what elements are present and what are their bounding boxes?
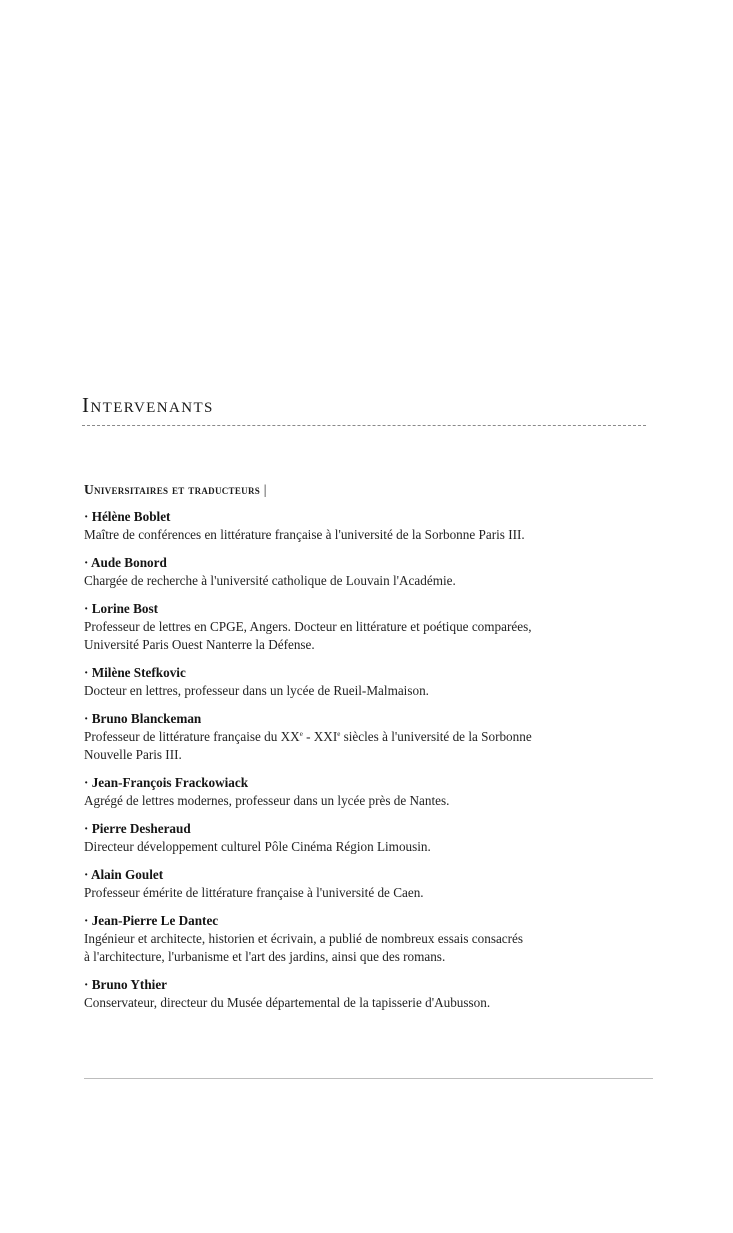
speaker-name: · Hélène Boblet <box>84 509 171 524</box>
speaker-name: · Milène Stefkovic <box>84 665 186 680</box>
speaker-description-part: - XXI <box>302 729 338 744</box>
page-title: Intervenants <box>82 393 214 417</box>
speaker-name: · Bruno Blanckeman <box>84 711 202 726</box>
speaker-description: Professeur de lettres en CPGE, Angers. Docteur en littérature et poétique comparées, Université Paris Ouest Nanterre la Défense. <box>84 619 532 652</box>
speaker-description: Agrégé de lettres modernes, professeur dans un lycée près de Nantes. <box>84 793 450 808</box>
speaker-item <box>84 912 644 966</box>
bottom-divider <box>84 1078 653 1079</box>
title-divider <box>82 425 646 426</box>
speaker-name: · Lorine Bost <box>84 601 158 616</box>
speaker-item <box>84 554 644 590</box>
speakers-section <box>84 481 644 1022</box>
speaker-name: · Bruno Ythier <box>84 977 168 992</box>
superscript-e: e <box>299 730 303 738</box>
speaker-item <box>84 600 644 654</box>
speaker-item <box>84 976 644 1012</box>
speaker-description-part: siècles à l'université de la Sorbonne Nouvelle Paris III. <box>84 729 532 762</box>
speaker-name: · Jean-François Frackowiack <box>84 775 249 790</box>
speaker-name: · Alain Goulet <box>84 867 164 882</box>
speaker-name: · Jean-Pierre Le Dantec <box>84 913 219 928</box>
speaker-description: Docteur en lettres, professeur dans un lycée de Rueil-Malmaison. <box>84 683 429 698</box>
speaker-description: Chargée de recherche à l'université catholique de Louvain l'Académie. <box>84 573 456 588</box>
speaker-name: · Pierre Desheraud <box>84 821 191 836</box>
speaker-description <box>84 728 644 764</box>
speaker-item <box>84 710 644 764</box>
speaker-description: Maître de conférences en littérature française à l'université de la Sorbonne Paris III. <box>84 527 525 542</box>
speaker-description: Ingénieur et architecte, historien et écrivain, a publié de nombreux essais consacrés à l'architecture, l'urbanisme et l'art des jardins, ainsi que des romans. <box>84 931 524 964</box>
section-heading-label: Universitaires et traducteurs <box>84 482 261 497</box>
speaker-description: Directeur développement culturel Pôle Cinéma Région Limousin. <box>84 839 431 854</box>
section-heading-separator: | <box>263 482 267 497</box>
speaker-description: Professeur émérite de littérature française à l'université de Caen. <box>84 885 424 900</box>
speaker-description-part: Professeur de littérature française du XX <box>84 729 300 744</box>
speaker-name: · Aude Bonord <box>84 555 167 570</box>
section-heading <box>84 481 644 499</box>
speaker-item <box>84 508 644 544</box>
speaker-description: Conservateur, directeur du Musée départemental de la tapisserie d'Aubusson. <box>84 995 491 1010</box>
speaker-item <box>84 774 644 810</box>
speaker-item <box>84 820 644 856</box>
speaker-item <box>84 866 644 902</box>
speaker-item <box>84 664 644 700</box>
superscript-e: e <box>337 730 341 738</box>
speakers-list <box>84 508 644 1012</box>
